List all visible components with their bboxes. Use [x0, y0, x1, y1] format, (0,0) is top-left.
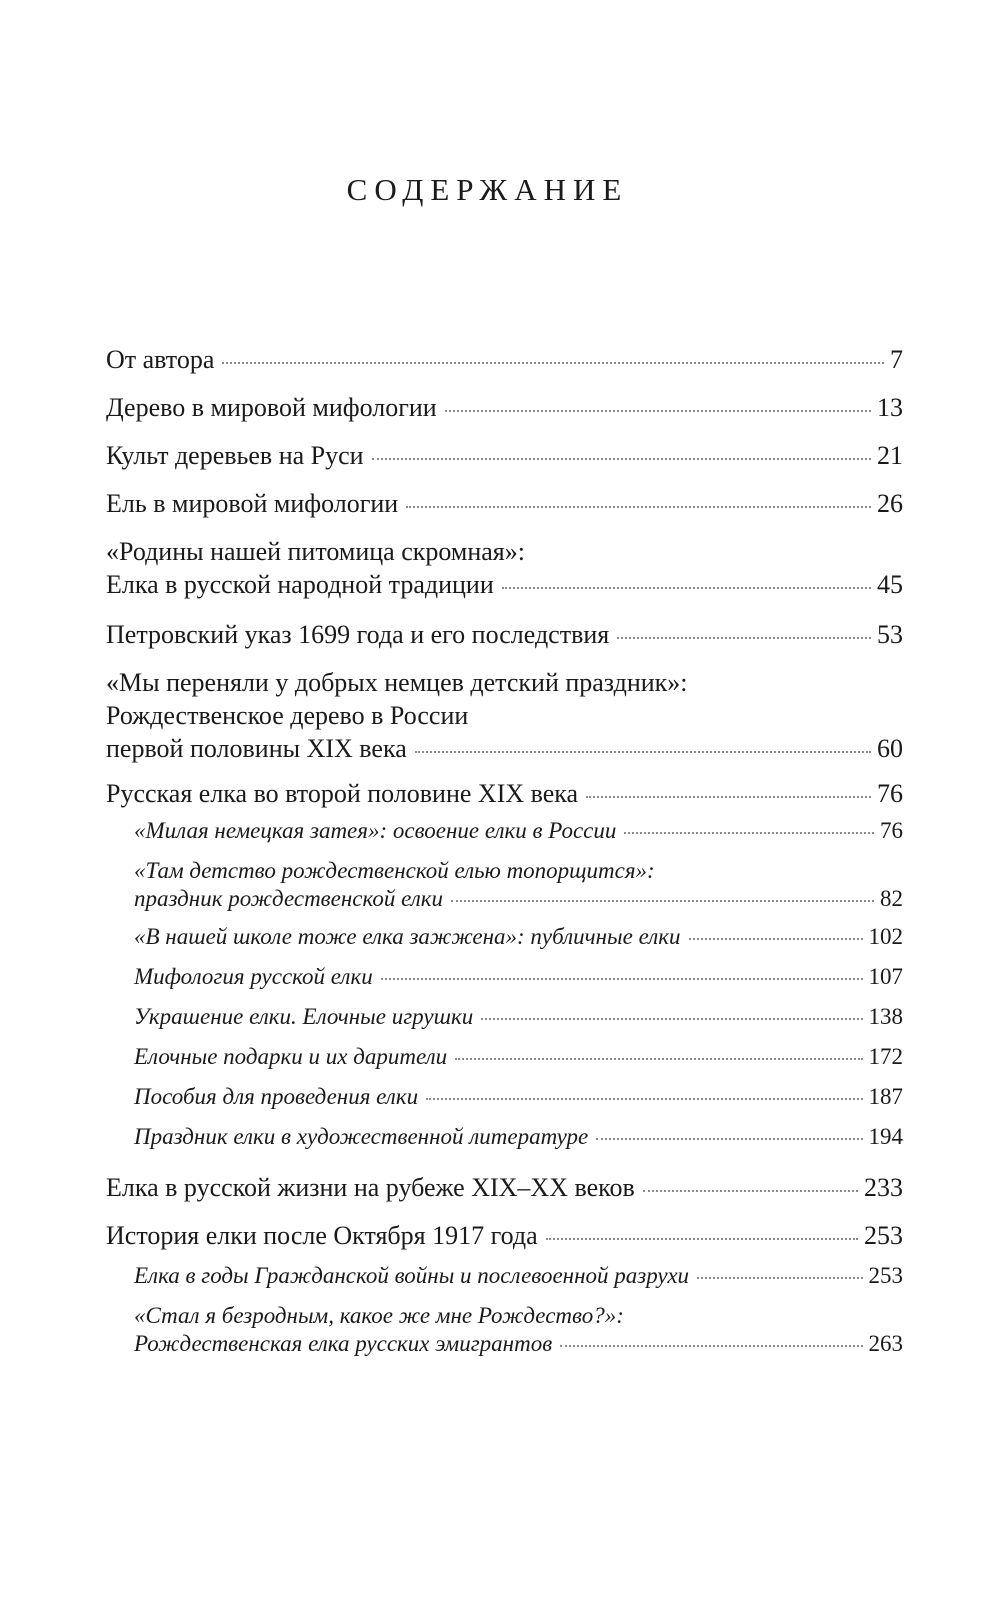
toc-entry-row	[134, 1262, 903, 1290]
toc-page-number: 253	[864, 1221, 903, 1250]
toc-entry	[106, 439, 903, 472]
toc-page-number: 76	[877, 779, 903, 808]
toc-entry-title: Украшение елки. Елочные игрушки	[134, 1004, 474, 1029]
toc-entry-row	[106, 487, 903, 520]
toc-entry-row	[134, 1043, 903, 1071]
toc-entry-title: Елка в русской жизни на рубеже XIX–XX веков	[106, 1173, 635, 1202]
toc-entry-row	[134, 923, 903, 951]
toc-page-number: 82	[880, 886, 903, 911]
toc-page-number: 26	[877, 489, 903, 518]
toc-entry-title: Мифология русской елки	[134, 964, 373, 989]
toc-entry-row	[106, 732, 903, 765]
dot-leader	[406, 506, 871, 508]
toc-entry	[134, 1262, 903, 1290]
toc-page-number: 21	[877, 441, 903, 470]
toc-entry-title: Елка в русской народной традиции	[106, 570, 494, 599]
toc-entry-title: Рождественская елка русских эмигрантов	[134, 1331, 553, 1356]
toc-entry-title: Русская елка во второй половине XIX века	[106, 779, 579, 808]
toc-entry-row	[134, 1083, 903, 1111]
toc-entry	[106, 535, 903, 601]
toc-entry-title: Петровский указ 1699 года и его последствия	[106, 620, 610, 649]
toc-page-number: 194	[868, 1124, 903, 1149]
toc-entry-row	[106, 777, 903, 810]
toc-entry-row	[106, 391, 903, 424]
dot-leader	[617, 637, 871, 639]
toc-entry	[134, 1083, 903, 1111]
toc-entry-title: Культ деревьев на Руси	[106, 441, 364, 470]
dot-leader	[697, 1277, 862, 1279]
toc-entry	[106, 391, 903, 424]
dot-leader	[222, 362, 884, 364]
toc-entry-title: Пособия для проведения елки	[134, 1084, 419, 1109]
toc-entry-row	[134, 1123, 903, 1151]
dot-leader	[445, 410, 871, 412]
toc-page-number: 45	[877, 570, 903, 599]
dot-leader	[381, 978, 863, 980]
toc-heading: СОДЕРЖАНИЕ	[346, 172, 629, 207]
toc-entry	[134, 1123, 903, 1151]
toc-entry-title-line: «Стал я безродным, какое же мне Рождество?»:	[134, 1303, 624, 1328]
toc-entry	[134, 963, 903, 991]
toc-entry-row	[106, 1171, 903, 1204]
dot-leader	[455, 1058, 862, 1060]
toc-entry	[134, 1043, 903, 1071]
toc-entry-title-line: «Там детство рождественской елью топорщится»:	[134, 858, 655, 883]
toc-entry-title: «В нашей школе тоже елка зажжена»: публичные елки	[134, 924, 681, 949]
toc-entry	[134, 923, 903, 951]
toc-entry-title: Елочные подарки и их дарители	[134, 1044, 448, 1069]
toc-page-number: 102	[868, 924, 903, 949]
dot-leader	[689, 938, 863, 940]
toc-entry-title-line: «Родины нашей питомица скромная»:	[106, 537, 525, 566]
toc-page-number: 233	[864, 1173, 903, 1202]
dot-leader	[426, 1098, 862, 1100]
toc-page-number: 187	[868, 1084, 903, 1109]
toc-entry	[134, 817, 903, 845]
toc-entry-row	[106, 618, 903, 651]
toc-entry-title: праздник рождественской елки	[134, 886, 444, 911]
toc-entry-title: Елка в годы Гражданской войны и послевоенной разрухи	[134, 1263, 690, 1288]
toc-page-number: 172	[868, 1044, 903, 1069]
toc-entry-title-line: Рождественское дерево в России	[106, 701, 469, 730]
toc-entry-row	[134, 885, 903, 913]
dot-leader	[502, 587, 871, 589]
toc-entry	[106, 666, 903, 765]
dot-leader	[372, 458, 871, 460]
dot-leader	[586, 796, 871, 798]
toc-entry-row	[134, 963, 903, 991]
toc-entry-title: Ель в мировой мифологии	[106, 489, 399, 518]
toc-entry	[106, 1171, 903, 1204]
toc-entry-title: История елки после Октября 1917 года	[106, 1221, 538, 1250]
toc-entry	[106, 487, 903, 520]
dot-leader	[624, 832, 874, 834]
dot-leader	[546, 1238, 858, 1240]
toc-entry	[134, 857, 903, 913]
toc-page-number: 13	[877, 393, 903, 422]
toc-entry-row	[106, 568, 903, 601]
toc-entry-title: Дерево в мировой мифологии	[106, 393, 437, 422]
toc-page-number: 107	[868, 964, 903, 989]
toc-entry-title-line: «Мы переняли у добрых немцев детский праздник»:	[106, 668, 688, 697]
toc-page-number: 76	[880, 818, 903, 843]
toc-page-number: 7	[890, 345, 903, 374]
toc-entry-row	[106, 439, 903, 472]
toc-entry-title: первой половины XIX века	[106, 734, 407, 763]
toc-page-number: 253	[868, 1263, 903, 1288]
toc-entry	[106, 343, 903, 376]
dot-leader	[596, 1138, 862, 1140]
toc-entry-title: От автора	[106, 345, 215, 374]
toc-entry-row	[134, 1330, 903, 1358]
toc-entry-row	[106, 1219, 903, 1252]
toc-entry	[106, 618, 903, 651]
toc-entry-row	[134, 1003, 903, 1031]
dot-leader	[451, 900, 874, 902]
toc-page-number: 138	[868, 1004, 903, 1029]
toc-entry	[134, 1003, 903, 1031]
dot-leader	[643, 1190, 858, 1192]
dot-leader	[415, 751, 871, 753]
toc-page-number: 60	[877, 734, 903, 763]
toc-entry-row	[134, 817, 903, 845]
toc-entry	[106, 1219, 903, 1252]
dot-leader	[560, 1345, 862, 1347]
toc-entry-title: Праздник елки в художественной литературе	[134, 1124, 589, 1149]
toc-page-number: 263	[868, 1331, 903, 1356]
toc-entry	[106, 777, 903, 810]
toc-entry	[134, 1302, 903, 1358]
toc-entry-title: «Милая немецкая затея»: освоение елки в России	[134, 818, 617, 843]
dot-leader	[481, 1018, 862, 1020]
toc-entry-row	[106, 343, 903, 376]
toc-page-number: 53	[877, 620, 903, 649]
